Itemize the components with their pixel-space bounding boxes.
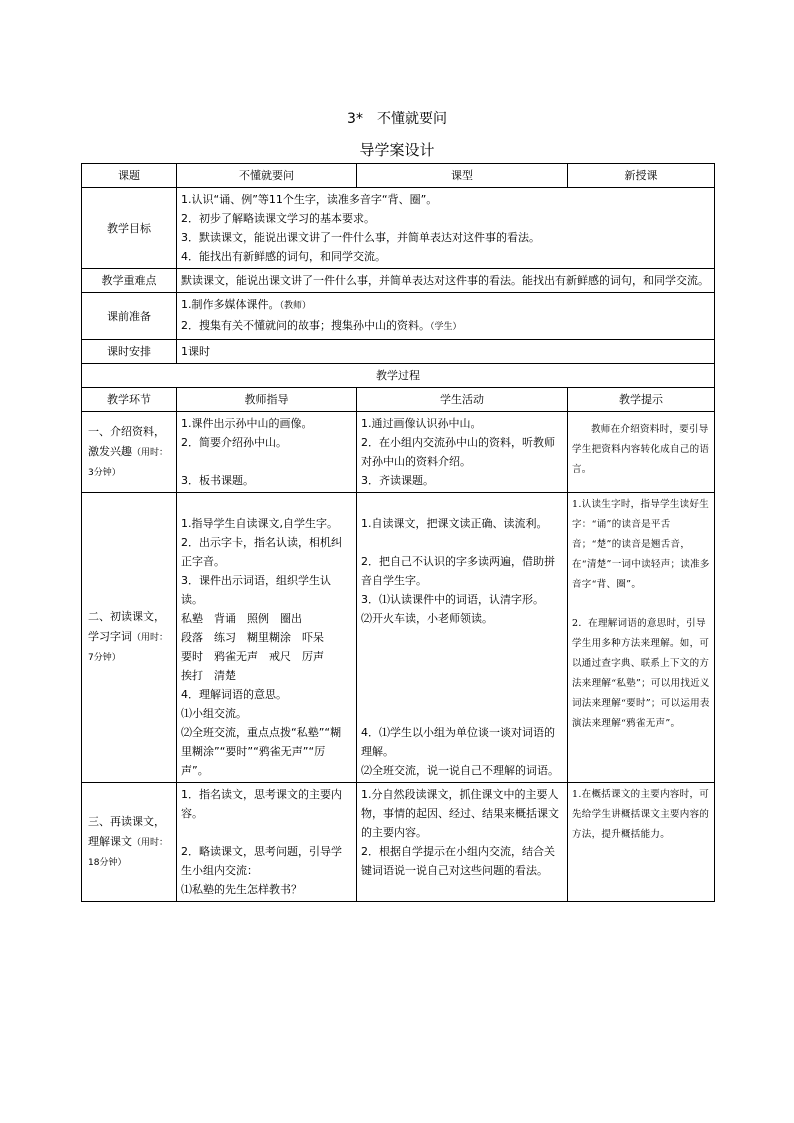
column-header: 教师指导 [177, 388, 357, 412]
type-value: 新授课 [568, 164, 715, 188]
word-list: 段落 练习 糊里糊涂 吓呆 [181, 631, 324, 644]
column-header: 学生活动 [357, 388, 568, 412]
table-row [82, 269, 715, 293]
word-list: 要时 鸦雀无声 戒尺 厉声 [181, 650, 324, 663]
table-row [82, 293, 715, 340]
table-row [82, 340, 715, 364]
document-title: 3* 不懂就要问 [347, 111, 447, 127]
table-row [82, 412, 715, 493]
key-points-label: 教学重难点 [82, 269, 177, 293]
table-row [82, 783, 715, 902]
goals-content [177, 188, 715, 269]
schedule-value: 1课时 [177, 340, 715, 364]
schedule-label: 课时安排 [82, 340, 177, 364]
prep-item: 2．搜集有关不懂就问的故事；搜集孙中山的资料。 [181, 319, 430, 332]
prep-note: （学生） [430, 322, 462, 332]
teaching-hint: 1.在概括课文的主要内容时，可先给学生讲概括课文主要内容的方法，提升概括能力。 [568, 783, 715, 902]
table-row [82, 364, 715, 388]
teacher-guidance: 1．指名读文，思考课文的主要内容。 2．略读课文，思考问题，引导学生小组内交流： ⑴私塾的先生怎样教书？ [177, 783, 357, 902]
column-header: 教学环节 [82, 388, 177, 412]
prep-item: 1.制作多媒体课件。 [181, 298, 280, 311]
teaching-hint: 教师在介绍资料时，要引导学生把资料内容转化成自己的语言。 [568, 412, 715, 493]
goal-item: 2．初步了解略读课文学习的基本要求。 [181, 212, 375, 225]
goals-label: 教学目标 [82, 188, 177, 269]
lesson-plan-table [81, 163, 715, 902]
goal-item: 1.认识“诵、例”等11个生字，读准多音字“背、圈”。 [181, 193, 438, 206]
student-activity: 1.通过画像认识孙中山。 2．在小组内交流孙中山的资料，听教师对孙中山的资料介绍。 3．齐读课题。 [357, 412, 568, 493]
student-activity: 1.自读课文，把课文读正确、读流利。 2．把自己不认识的字多读两遍，借助拼音自学生字。 3．⑴认读课件中的词语，认清字形。 ⑵开火车读，小老师领读。 4．⑴学生以小组为单位谈一谈对词语的理解。 ⑵全班交流，说一说自己不理解的词语。 [357, 493, 568, 783]
table-row [82, 164, 715, 188]
prep-label: 课前准备 [82, 293, 177, 340]
phase-name: 一、介绍资料， 激发兴趣（用时： 3分钟） [82, 412, 177, 493]
word-list: 私塾 背诵 照例 圈出 [181, 612, 302, 625]
prep-content [177, 293, 715, 340]
table-row [82, 188, 715, 269]
teacher-guidance: 1.课件出示孙中山的画像。 2．简要介绍孙中山。 3．板书课题。 [177, 412, 357, 493]
table-row [82, 493, 715, 783]
goal-item: 4．能找出有新鲜感的词句，和同学交流。 [181, 250, 386, 263]
column-header: 教学提示 [568, 388, 715, 412]
student-activity: 1.分自然段读课文，抓住课文中的主要人物，事情的起因、经过、结果来概括课文的主要内容。 2．根据自学提示在小组内交流，结合关键词语说一说自己对这些问题的看法。 [357, 783, 568, 902]
phase-name: 三、再读课文， 理解课文（用时： 18分钟） [82, 783, 177, 902]
topic-value: 不懂就要问 [177, 164, 357, 188]
word-list: 挨打 清楚 [181, 669, 236, 682]
document-subtitle: 导学案设计 [359, 141, 435, 159]
goal-item: 3．默读课文，能说出课文讲了一件什么事，并简单表达对这件事的看法。 [181, 231, 540, 244]
process-heading: 教学过程 [82, 364, 715, 388]
topic-label: 课题 [82, 164, 177, 188]
key-points-content: 默读课文，能说出课文讲了一件什么事，并简单表达对这件事的看法。能找出有新鲜感的词句，和同学交流。 [177, 269, 715, 293]
type-label: 课型 [357, 164, 568, 188]
teacher-guidance: 1.指导学生自读课文,自学生字。 2．出示字卡，指名认读，相机纠正字音。 3．课件出示词语，组织学生认读。 私塾 背诵 照例 圈出 段落 练习 糊里糊涂 吓呆 要时 鸦雀无声 戒尺 厉声 挨打 清楚 4．理解词语的意思。 ⑴小组交流。 ⑵全班交流，重点点拨“私塾”“糊里糊涂”“要时”“鸦雀无声”“厉声”。 [177, 493, 357, 783]
table-row [82, 388, 715, 412]
teaching-hint: 1.认读生字时，指导学生读好生字：“诵”的读音是平舌音；“楚”的读音是翘舌音，在“清楚”一词中读轻声；读准多音字“背、圈”。 2．在理解词语的意思时，引导学生用多种方法来理解。如，可以通过查字典、联系上下文的方法来理解“私塾”；可以用找近义词法来理解“要时”；可以运用表演法来理解“鸦雀无声”。 [568, 493, 715, 783]
prep-note: （教师） [279, 301, 312, 311]
phase-name: 二、初读课文， 学习字词（用时： 7分钟） [82, 493, 177, 783]
